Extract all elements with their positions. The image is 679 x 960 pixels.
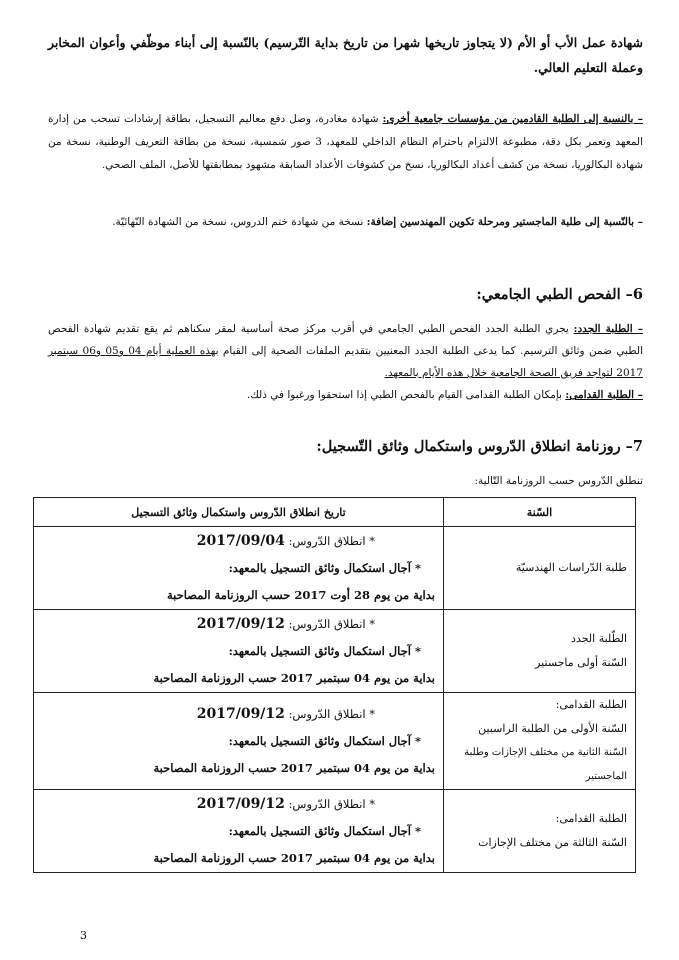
work-certificate-paragraph: شهادة عمل الأب أو الأم (لا يتجاوز تاريخها شهرا من تاريخ بداية التّرسيم) بالنّسبة إلى أبناء موظّفي وأعوان المخابر وعملة التعليم العالي. — [48, 35, 643, 75]
dates-cell — [34, 610, 444, 693]
page-number: 3 — [80, 929, 87, 942]
header-dates: تاريخ انطلاق الدّروس واستكمال وثائق التسجيل — [34, 498, 444, 527]
start-label: * انطلاق الدّروس: — [288, 533, 375, 548]
table-row — [34, 693, 636, 790]
start-label: * انطلاق الدّروس: — [288, 796, 375, 811]
docs-deadline-label: * آجال استكمال وثائق التسجيل بالمعهد: — [228, 643, 421, 658]
year-line: السّنة الثالثة من مختلف الإجازات — [478, 836, 627, 849]
year-line: السّنة أولى ماجستير — [535, 656, 627, 669]
schedule-intro: تنطلق الدّروس حسب الروزنامة التّالية: — [474, 475, 643, 487]
year-cell — [444, 693, 636, 790]
transfer-students-label: – بالنسبة إلى الطلبة القادمين من مؤسسات جامعية أخرى: — [382, 113, 643, 125]
section-7-heading: 7– روزنامة انطلاق الدّروس واستكمال وثائق التّسجيل: — [316, 438, 643, 455]
docs-deadline-label: * آجال استكمال وثائق التسجيل بالمعهد: — [228, 823, 421, 838]
start-line — [42, 791, 435, 818]
start-line — [42, 701, 435, 728]
table-row — [34, 790, 636, 873]
docs-deadline-label: * آجال استكمال وثائق التسجيل بالمعهد: — [228, 733, 421, 748]
docs-deadline-from: بداية من يوم 04 سبتمبر 2017 حسب الروزنامة المصاحبة — [153, 760, 435, 775]
docs-deadline-from: بداية من يوم 04 سبتمبر 2017 حسب الروزنامة المصاحبة — [153, 850, 435, 865]
start-date: 2017/09/12 — [196, 795, 285, 812]
transfer-students-paragraph — [48, 108, 643, 177]
table-header-row — [34, 498, 636, 527]
start-line — [42, 528, 435, 555]
year-line: الطلبة القدامى: — [555, 812, 627, 825]
dates-cell — [34, 790, 444, 873]
masters-students-text: نسخة من شهادة ختم الدروس، نسخة من الشهادة النّهائيّة. — [112, 216, 364, 228]
new-students-label: – الطلبة الجدد: — [573, 323, 644, 335]
new-students-medical — [48, 318, 643, 384]
new-students-text: يجري الطلبة الجدد الفحص الطبي الجامعي في أقرب مركز صحة أساسية لمقر سكناهم ثم يقع تقديم شهادة الفحص الطبي ضمن وثائق الترسيم. كما يدعى الطلبة الجدد المعنيين بتقديم الملفات الصحية إلى القيام — [48, 323, 643, 357]
new-students-dates-text: بهذه العملية أيام 04 و05 و06 سبتمبر 2017 لتواجد فريق الصحة الجامعية خلال هذه الأيام بالمعهد. — [48, 345, 643, 379]
docs-deadline-from: بداية من يوم 28 أوت 2017 حسب الروزنامة المصاحبة — [166, 587, 435, 602]
start-date: 2017/09/12 — [196, 615, 285, 632]
year-line: السّنة الثانية من مختلف الإجازات وطلبة الماجستير — [464, 747, 627, 782]
table-row — [34, 610, 636, 693]
year-line: السّنة الأولى من الطلبة الراسبين — [478, 722, 627, 735]
start-label: * انطلاق الدّروس: — [288, 616, 375, 631]
table-row — [34, 527, 636, 610]
dates-cell — [34, 527, 444, 610]
year-cell — [444, 610, 636, 693]
year-line: الطّلبة الجدد — [571, 632, 627, 645]
transfer-students-text: شهادة مغادرة، وصل دفع معاليم التسجيل، بطاقة إرشادات تسحب من إدارة المعهد وتعمر بكل دقة، مطبوعة الالتزام باحترام النظام الداخلي للمعهد، 3 صور شمسية، نسخة من بطاقة التعريف الوطنية، نسخة من شهادة البكالوريا، نسخة من كشف أعداد البكالوريا، نسخ من كشوفات الأعداد السابقة مشهود بمطابقتها للأصل، الملف الصحي. — [48, 113, 644, 171]
dates-cell — [34, 693, 444, 790]
masters-students-label: – بالنّسبة إلى طلبة الماجستير ومرحلة تكوين المهندسين إضافة: — [366, 216, 643, 228]
start-date: 2017/09/04 — [196, 532, 285, 549]
old-students-label: – الطلبة القدامى: — [565, 389, 643, 401]
start-date: 2017/09/12 — [196, 705, 285, 722]
header-year: السّنة — [444, 498, 636, 527]
masters-students-paragraph — [48, 210, 643, 234]
schedule-table — [33, 497, 636, 873]
medical-exam-paragraphs — [48, 318, 643, 406]
docs-deadline-from: بداية من يوم 04 سبتمبر 2017 حسب الروزنامة المصاحبة — [153, 670, 435, 685]
docs-deadline-label: * آجال استكمال وثائق التسجيل بالمعهد: — [228, 560, 421, 575]
start-label: * انطلاق الدّروس: — [288, 706, 375, 721]
old-students-medical — [48, 384, 643, 406]
year-cell — [444, 527, 636, 610]
old-students-text: بإمكان الطلبة القدامى القيام بالفحص الطبي إذا استحقوا ورغبوا في ذلك. — [246, 389, 562, 401]
year-cell — [444, 790, 636, 873]
year-line: طلبة الدّراسات الهندسيّة — [515, 561, 627, 574]
section-6-heading: 6– الفحص الطبي الجامعي: — [476, 286, 643, 303]
start-line — [42, 611, 435, 638]
year-line: الطلبة القدامى: — [555, 698, 627, 711]
